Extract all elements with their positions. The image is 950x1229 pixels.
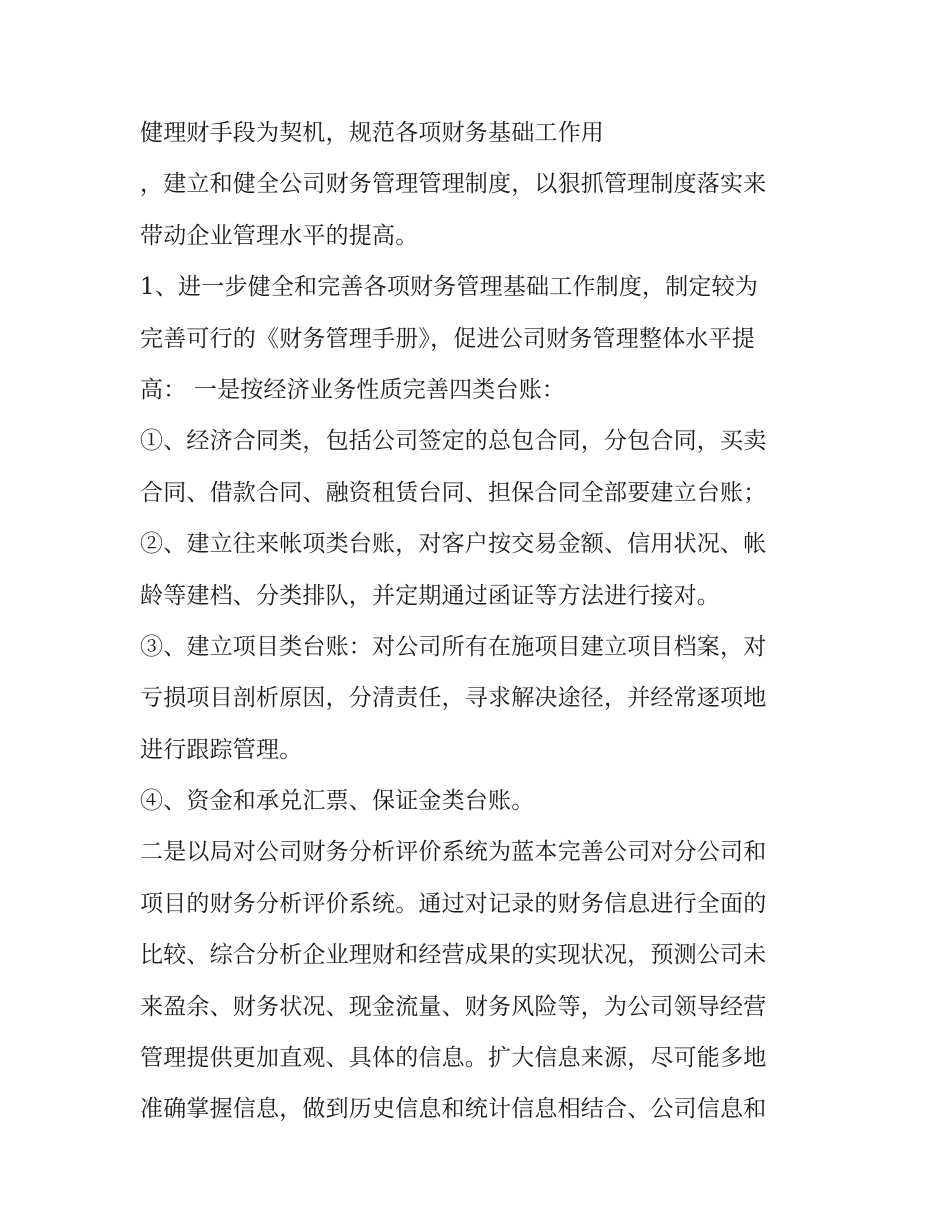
text-line: 合同、借款合同、融资租赁台同、担保合同全部要建立台账； bbox=[140, 479, 767, 506]
text-line: 龄等建档、分类排队，并定期通过函证等方法进行接对。 bbox=[140, 582, 720, 609]
text-line: 进行跟踪管理。 bbox=[140, 736, 303, 763]
text-line: 亏损项目剖析原因，分清责任，寻求解决途径，并经常逐项地 bbox=[140, 685, 767, 712]
text-line: 1、进一步健全和完善各项财务管理基础工作制度，制定较为 bbox=[140, 274, 759, 301]
text-line: ④、资金和承兑汇票、保证金类台账。 bbox=[140, 788, 535, 815]
text-line: 管理提供更加直观、具体的信息。扩大信息来源，尽可能多地 bbox=[140, 1045, 767, 1072]
text-line: ③、建立项目类台账：对公司所有在施项目建立项目档案，对 bbox=[140, 633, 767, 660]
text-line: 完善可行的《财务管理手册》，促进公司财务管理整体水平提 bbox=[140, 325, 755, 352]
body-text bbox=[140, 108, 830, 1136]
text-line: 比较、综合分析企业理财和经营成果的实现状况，预测公司未 bbox=[140, 942, 767, 969]
text-line: ，建立和健全公司财务管理管理制度，以狠抓管理制度落实来 bbox=[140, 171, 767, 198]
text-line: 准确掌握信息，做到历史信息和统计信息相结合、公司信息和 bbox=[140, 1096, 767, 1123]
text-line: 二是以局对公司财务分析评价系统为蓝本完善公司对分公司和 bbox=[140, 839, 767, 866]
text-line: ②、建立往来帐项类台账，对客户按交易金额、信用状况、帐 bbox=[140, 531, 767, 558]
text-line: 项目的财务分析评价系统。通过对记录的财务信息进行全面的 bbox=[140, 890, 767, 917]
text-line: 高： 一是按经济业务性质完善四类台账： bbox=[140, 376, 566, 403]
text-line: ①、经济合同类，包括公司签定的总包合同，分包合同，买卖 bbox=[140, 428, 767, 455]
text-line: 健理财手段为契机，规范各项财务基础工作用 bbox=[140, 120, 604, 146]
text-line: 来盈余、财务状况、现金流量、财务风险等，为公司领导经营 bbox=[140, 993, 767, 1020]
text-line: 带动企业管理水平的提高。 bbox=[140, 222, 419, 249]
